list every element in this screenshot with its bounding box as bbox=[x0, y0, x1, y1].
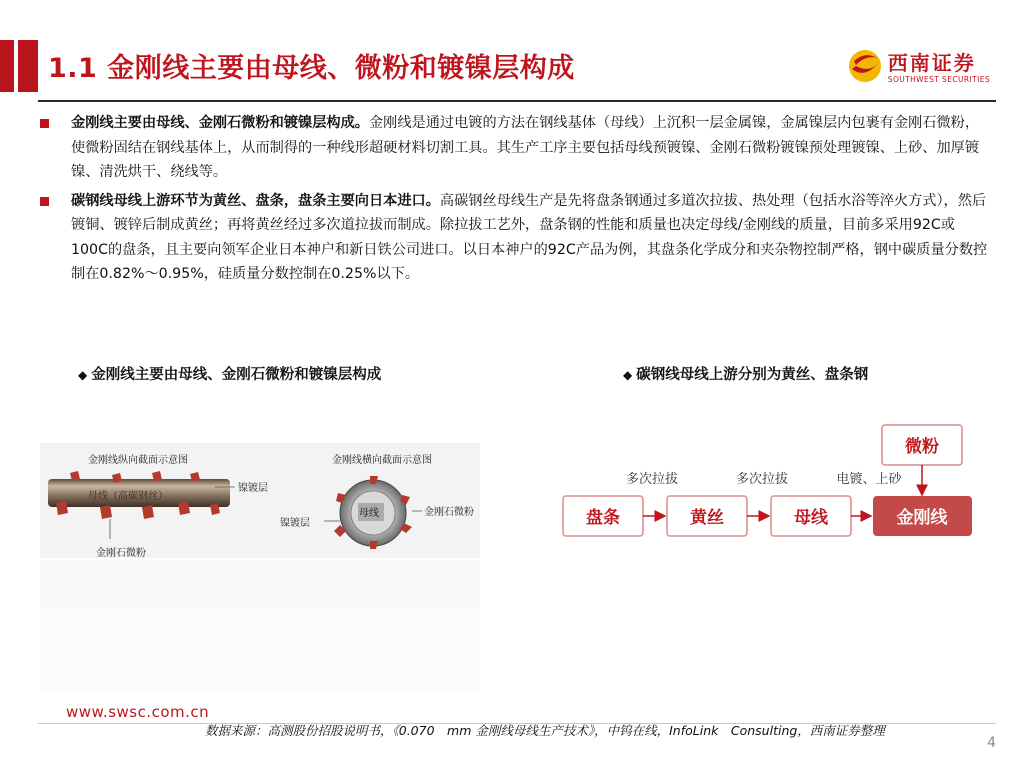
footer-source: 数据来源：高测股份招股说明书，《0.070 mm 金刚线母线生产技术》，中钨在线，InfoLink Consulting，西南证券整理 bbox=[205, 723, 885, 738]
cross-powder-label: 金刚石微粉 bbox=[424, 507, 474, 518]
flow-node-powder-label: 微粉 bbox=[905, 437, 939, 457]
long-plating-label: 镍镀层 bbox=[238, 483, 268, 494]
cross-section-title: 金刚线横向截面示意图 bbox=[332, 455, 432, 466]
bullet-body: 金刚线是通过电镀的方法在钢线基体（母线）上沉积一层金属镍，金属镍层内包裹有金刚石微粉，使微粉固结在钢线基体上，从而制得的一种线形超硬材料切割工具。其生产工序主要包括母线预镀镍、金刚石微粉镀镍预处理镀镍、上砂、加厚镀镍、清洗烘干、绕线等。 bbox=[71, 115, 980, 180]
flow-node-diamond-wire-label: 金刚线 bbox=[896, 508, 948, 528]
page-number: 4 bbox=[987, 735, 996, 751]
long-section-title: 金刚线纵向截面示意图 bbox=[88, 455, 188, 466]
bullet-list bbox=[40, 111, 990, 291]
flow-node-core-wire-label: 母线 bbox=[794, 508, 828, 528]
bullet-item bbox=[40, 111, 990, 185]
title-accent-stripe bbox=[14, 40, 18, 92]
footer-url[interactable]: www.swsc.com.cn bbox=[66, 703, 210, 721]
flow-step-3: 电镀、上砂 bbox=[836, 472, 902, 487]
company-logo bbox=[848, 47, 990, 84]
long-powder-label: 金刚石微粉 bbox=[96, 548, 146, 559]
supply-chain-flow bbox=[555, 415, 995, 550]
cross-plating-label: 镍镀层 bbox=[280, 518, 310, 529]
flow-step-1: 多次拉拔 bbox=[625, 472, 679, 487]
wire-structure-diagram bbox=[40, 443, 480, 568]
bullet-body: 高碳钢丝母线生产是先将盘条钢通过多道次拉拔、热处理（包括水浴等淬火方式），然后镀铜、镀锌后制成黄丝；再将黄丝经过多次道拉拔而制成。除拉拔工艺外，盘条钢的性能和质量也决定母线/金刚线的质量，目前多采用92C或100C的盘条，且主要向领军企业日本神户和新日铁公司进口。以日本神户的92C产品为例，其盘条化学成分和夹杂物控制严格，钢中碳质量分数控制在0.82%～0.95%，硅质量分数控制在0.25%以下。 bbox=[71, 192, 988, 282]
bullet-lead: 碳钢线母线上游环节为黄丝、盘条，盘条主要向日本进口。 bbox=[71, 192, 440, 209]
figure-title-right-text: 碳钢线母线上游分别为黄丝、盘条钢 bbox=[636, 367, 869, 383]
diamond-icon: ◆ bbox=[78, 368, 88, 382]
header-divider bbox=[38, 100, 996, 102]
figure-title-left bbox=[78, 363, 381, 384]
page-title: 1.1 金刚线主要由母线、微粉和镀镍层构成 bbox=[48, 53, 575, 84]
figure-title-left-text: 金刚线主要由母线、金刚石微粉和镀镍层构成 bbox=[91, 367, 382, 383]
flow-step-2: 多次拉拔 bbox=[735, 472, 789, 487]
long-core-label: 母线（高碳钢丝） bbox=[88, 491, 168, 502]
bullet-square-icon bbox=[40, 119, 49, 128]
bullet-item bbox=[40, 189, 990, 287]
cross-core-label: 母线 bbox=[359, 508, 379, 519]
logo-mark-icon bbox=[848, 49, 882, 83]
flow-node-brass-wire-label: 黄丝 bbox=[690, 508, 724, 528]
logo-name-en: SOUTHWEST SECURITIES bbox=[887, 75, 990, 84]
title-accent-bar bbox=[0, 40, 38, 92]
wire-diagram-fade bbox=[40, 560, 480, 690]
diamond-icon: ◆ bbox=[623, 368, 633, 382]
logo-name-cn: 西南证券 bbox=[887, 51, 976, 75]
bullet-square-icon bbox=[40, 197, 49, 206]
flow-node-rod-label: 盘条 bbox=[586, 508, 620, 528]
bullet-lead: 金刚线主要由母线、金刚石微粉和镀镍层构成。 bbox=[71, 115, 369, 131]
figure-title-right bbox=[623, 363, 868, 384]
